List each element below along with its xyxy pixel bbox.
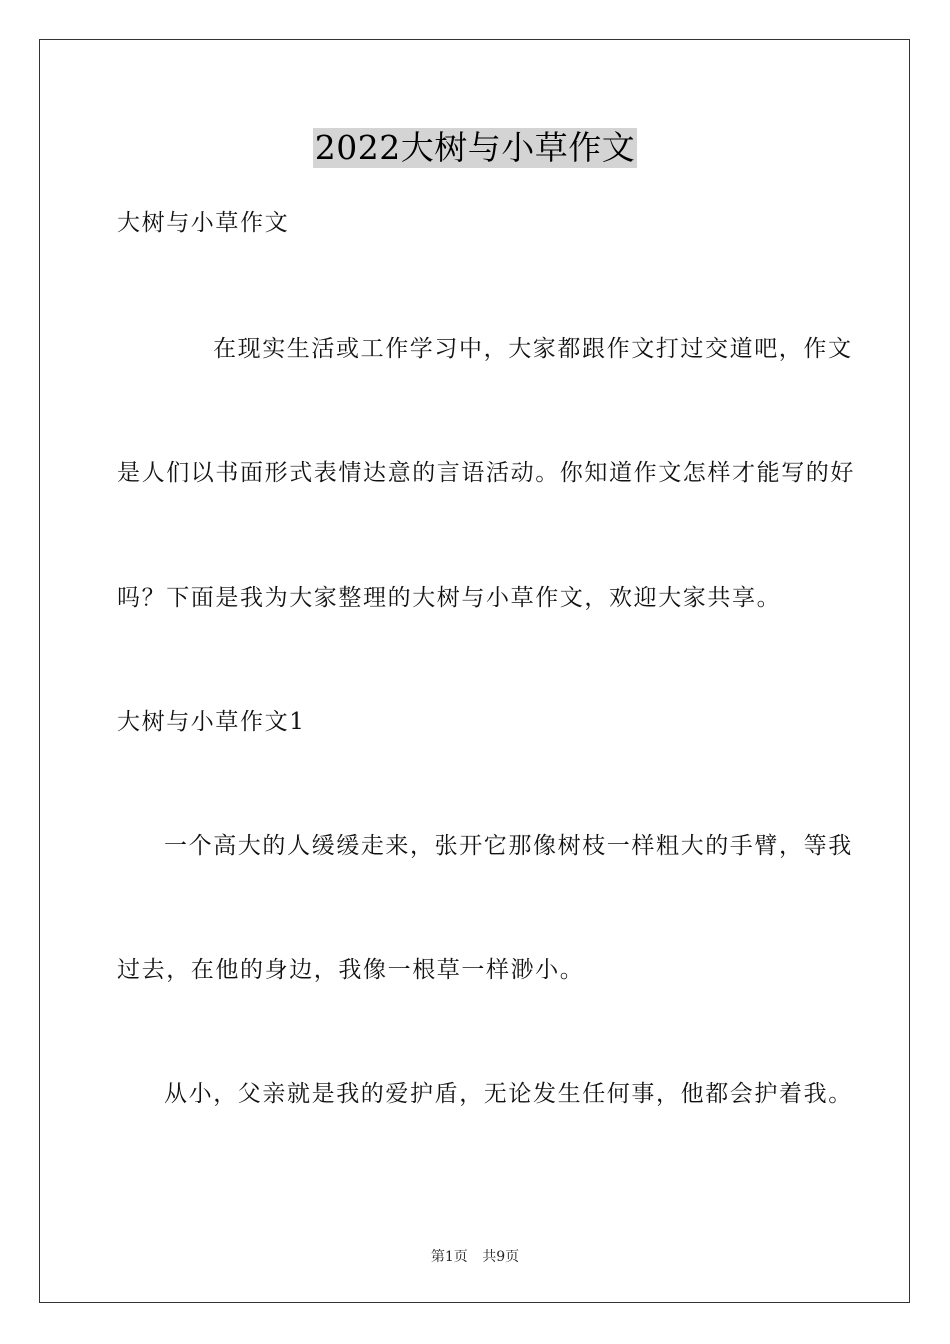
- paragraph-line: 在现实生活或工作学习中，大家都跟作文打过交道吧，作文: [213, 336, 853, 362]
- paragraph-line: 一个高大的人缓缓走来，张开它那像树枝一样粗大的手臂，等我: [164, 833, 853, 859]
- essay-heading: 大树与小草作文1: [117, 709, 306, 735]
- title-container: [0, 128, 950, 168]
- paragraph-line: 是人们以书面形式表情达意的言语活动。你知道作文怎样才能写的好: [117, 460, 855, 486]
- paragraph-line: 吗？下面是我为大家整理的大树与小草作文，欢迎大家共享。: [117, 585, 782, 611]
- paragraph-line: 从小，父亲就是我的爱护盾，无论发生任何事，他都会护着我。: [164, 1081, 853, 1107]
- paragraph-line: 过去，在他的身边，我像一根草一样渺小。: [117, 957, 585, 983]
- page-footer: 第1页 共9页: [430, 1249, 520, 1265]
- document-title: 2022大树与小草作文: [314, 128, 636, 167]
- section-heading: 大树与小草作文: [117, 210, 290, 236]
